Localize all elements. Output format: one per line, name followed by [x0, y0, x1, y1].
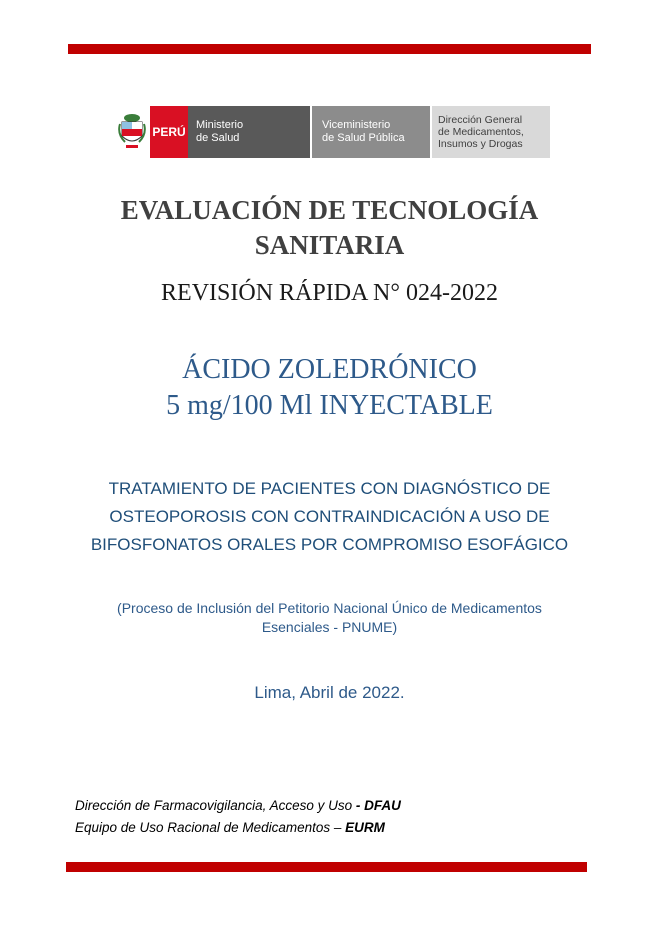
process-line-2: Esenciales - PNUME) — [261, 619, 398, 635]
title-line-1: EVALUACIÓN DE TECNOLOGÍA — [120, 195, 539, 225]
footer-line-dfau — [75, 798, 401, 813]
drug-line-1: ÁCIDO ZOLEDRÓNICO — [182, 354, 477, 385]
process-line-1: (Proceso de Inclusión del Petitorio Nacional Único de Medicamentos — [117, 600, 542, 616]
viceministry-label: Viceministerio de Salud Pública — [322, 119, 405, 144]
review-number: REVISIÓN RÁPIDA N° 024-2022 — [161, 280, 498, 306]
bottom-red-rule — [66, 862, 587, 872]
footer-eurm-abbr: EURM — [345, 820, 385, 835]
footer-dfau-abbr: - DFAU — [355, 798, 401, 813]
indication-line-1: TRATAMIENTO DE PACIENTES CON DIAGNÓSTICO DE — [108, 479, 551, 498]
title-line-2: SANITARIA — [254, 230, 405, 260]
minsa-logo-banner — [114, 106, 550, 158]
document-title — [0, 193, 659, 263]
footer-dfau-text: Dirección de Farmacovigilancia, Acceso y Uso — [75, 798, 356, 813]
peru-coat-of-arms-icon — [114, 106, 150, 158]
process-note — [0, 599, 659, 637]
drug-line-2: 5 mg/100 Ml INYECTABLE — [166, 390, 493, 421]
directorate-logo-block — [432, 106, 550, 158]
ministry-label: Ministerio de Salud — [196, 119, 244, 144]
ministry-logo-block — [188, 106, 310, 158]
footer-eurm-text: Equipo de Uso Racional de Medicamentos – — [75, 820, 346, 835]
indication-line-2: OSTEOPOROSIS CON CONTRAINDICACIÓN A USO DE — [109, 507, 550, 526]
indication-text — [0, 475, 659, 559]
indication-line-3: BIFOSFONATOS ORALES POR COMPROMISO ESOFÁGICO — [90, 535, 569, 554]
drug-name — [0, 352, 659, 424]
top-red-rule — [68, 44, 591, 54]
directorate-label: Dirección General de Medicamentos, Insumos y Drogas — [438, 114, 524, 150]
footer-line-eurm — [75, 820, 385, 835]
viceministry-logo-block — [312, 106, 430, 158]
place-and-date: Lima, Abril de 2022. — [254, 683, 405, 702]
peru-logo-block: PERÚ — [150, 106, 188, 158]
